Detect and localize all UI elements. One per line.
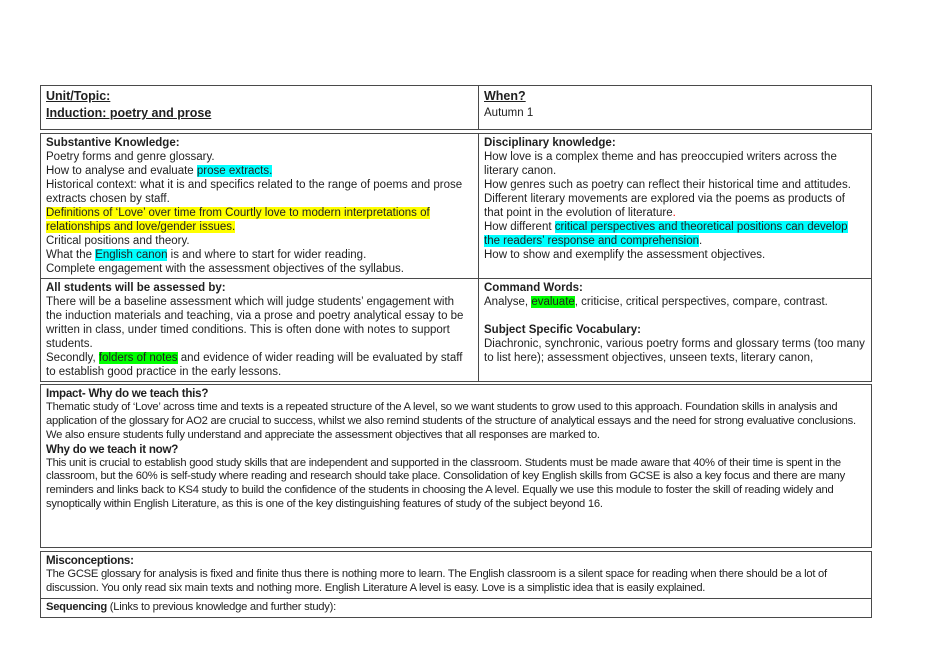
text-segment: Complete engagement with the assessment objectives of the syllabus. bbox=[46, 263, 404, 275]
paragraph bbox=[46, 295, 473, 351]
sequencing-cell bbox=[41, 599, 871, 617]
paragraph bbox=[46, 351, 473, 379]
impact-block bbox=[40, 384, 872, 548]
text-segment: Diachronic, synchronic, various poetry forms and glossary terms (too many to list here); assessment objectives, unseen texts, literary canon, bbox=[484, 338, 865, 364]
paragraph bbox=[484, 220, 866, 248]
assessment-title: All students will be assessed by: bbox=[46, 282, 226, 294]
paragraph bbox=[484, 337, 866, 365]
command-words-body bbox=[484, 295, 866, 309]
text-segment: How to analyse and evaluate bbox=[46, 165, 197, 177]
disciplinary-knowledge-body bbox=[484, 150, 866, 262]
highlighted-text-cyan: English canon bbox=[95, 249, 168, 261]
highlighted-text-cyan: prose extracts. bbox=[196, 165, 273, 177]
assessment-cell bbox=[41, 279, 479, 381]
paragraph bbox=[484, 295, 866, 309]
subject-vocabulary-title: Subject Specific Vocabulary: bbox=[484, 324, 642, 336]
paragraph bbox=[46, 248, 473, 262]
blank-line bbox=[484, 309, 866, 323]
header-row bbox=[40, 85, 872, 130]
when-cell bbox=[479, 86, 871, 129]
disciplinary-knowledge-title: Disciplinary knowledge: bbox=[484, 137, 616, 149]
paragraph bbox=[46, 262, 473, 276]
subject-vocabulary-body bbox=[484, 337, 866, 365]
paragraph bbox=[46, 178, 473, 206]
curriculum-overview-table bbox=[40, 85, 872, 618]
when-label: When? bbox=[484, 89, 526, 103]
sequencing-suffix: (Links to previous knowledge and further study): bbox=[106, 600, 336, 613]
disciplinary-knowledge-cell bbox=[479, 134, 871, 278]
misconceptions-body: The GCSE glossary for analysis is fixed and finite thus there is nothing more to learn. The English classroom is a silent space for reading when there should be a lot of discussion. You only read six main texts and nothing more. English Literature A level is easy. Love is a simplistic idea that is easily explained. bbox=[46, 567, 827, 594]
sequencing-row bbox=[41, 599, 871, 617]
text-segment: , criticise, critical perspectives, compare, contrast. bbox=[574, 296, 828, 308]
text-segment: . bbox=[699, 235, 703, 247]
paragraph bbox=[46, 234, 473, 248]
text-segment: . bbox=[672, 207, 676, 219]
paragraph bbox=[484, 248, 866, 262]
unit-topic-cell bbox=[41, 86, 479, 129]
assessment-row bbox=[41, 279, 871, 381]
knowledge-row bbox=[41, 134, 871, 279]
unit-topic-value: Induction: poetry and prose bbox=[46, 106, 212, 120]
impact-cell bbox=[41, 385, 871, 547]
misconceptions-title: Misconceptions: bbox=[46, 554, 134, 567]
impact-title: Impact- Why do we teach this? bbox=[46, 387, 209, 400]
highlighted-text-yellow: Definitions of ‘Love’ over time from Courtly love to modern interpretations of relationships and love/gender issues. bbox=[46, 207, 430, 233]
misconceptions-cell bbox=[41, 552, 871, 598]
command-words-cell bbox=[479, 279, 871, 381]
paragraph bbox=[46, 206, 473, 234]
unit-topic-label: Unit/Topic: bbox=[46, 89, 111, 103]
substantive-knowledge-title: Substantive Knowledge: bbox=[46, 137, 180, 149]
command-words-title: Command Words: bbox=[484, 282, 583, 294]
paragraph bbox=[46, 150, 473, 164]
text-segment: How love is a complex theme and has preoccupied writers across the literary canon. bbox=[484, 151, 837, 177]
text-segment: How different bbox=[484, 221, 555, 233]
text-segment: There will be a baseline assessment which will judge students’ engagement with the induction materials and teaching, via a prose and poetry analytical essay to be written in class, under timed conditions. This is often done with notes to support students. bbox=[46, 296, 464, 350]
text-segment: Poetry forms and genre glossary. bbox=[46, 151, 215, 163]
when-value: Autumn 1 bbox=[484, 107, 534, 119]
why-now-title: Why do we teach it now? bbox=[46, 442, 179, 456]
paragraph bbox=[484, 150, 866, 178]
paragraph bbox=[484, 192, 866, 220]
text-segment: Analyse, bbox=[484, 296, 532, 308]
text-segment: and evidence of wider reading will be evaluated by staff to establish good practice in the early lessons. bbox=[46, 352, 463, 378]
substantive-knowledge-body bbox=[46, 150, 473, 276]
highlighted-text-green: evaluate bbox=[531, 296, 575, 308]
text-segment: Critical positions and theory. bbox=[46, 235, 190, 247]
highlighted-text-cyan: critical perspectives and theoretical positions can develop the readers’ response and comprehension bbox=[484, 221, 848, 247]
why-now-body: This unit is crucial to establish good study skills that are independent and supported in the classroom. Students must be made aware that 40% of their time is spent in the classroom, but the 60% is self-study where reading and research should take place. Consolidation of key English skills from GCSE is also a key focus and there are many reminders and links back to KS4 study to build the confidence of the students in choosing the A level. Equally we use this module to foster the skill of reading widely and synoptically within English Literature, as this is one of the key distinguishing features of study of the subject beyond 16. bbox=[46, 456, 845, 511]
substantive-knowledge-cell bbox=[41, 134, 479, 278]
highlighted-text-green: folders of notes bbox=[98, 352, 178, 364]
assessment-body bbox=[46, 295, 473, 379]
text-segment: Secondly, bbox=[46, 352, 99, 364]
knowledge-assessment-block bbox=[40, 133, 872, 382]
paragraph bbox=[46, 164, 473, 178]
text-segment: Historical context: what it is and specifics related to the range of poems and prose extracts chosen by staff. bbox=[46, 179, 463, 205]
impact-body: Thematic study of ‘Love’ across time and texts is a repeated structure of the A level, so we want students to grow used to this approach. Foundation skills in analysis and application of the glossary for AO2 are crucial to success, whilst we also remind students of the structure of analytical essays and the need for strong evaluative conclusions. We also ensure students fully understand and appreciate the assessment objectives that all responses are marked to. bbox=[46, 400, 856, 441]
paragraph bbox=[484, 178, 866, 192]
sequencing-label: Sequencing bbox=[46, 600, 107, 613]
text-segment: Different literary movements are explored via the poems as products of that point in the evolution of literature bbox=[484, 193, 845, 219]
text-segment: How to show and exemplify the assessment objectives. bbox=[484, 249, 766, 261]
text-segment: What the bbox=[46, 249, 96, 261]
misconceptions-sequencing-block bbox=[40, 551, 872, 618]
misconceptions-row bbox=[41, 552, 871, 599]
text-segment: is and where to start for wider reading. bbox=[167, 249, 367, 261]
text-segment: How genres such as poetry can reflect their historical time and attitudes. bbox=[484, 179, 851, 191]
